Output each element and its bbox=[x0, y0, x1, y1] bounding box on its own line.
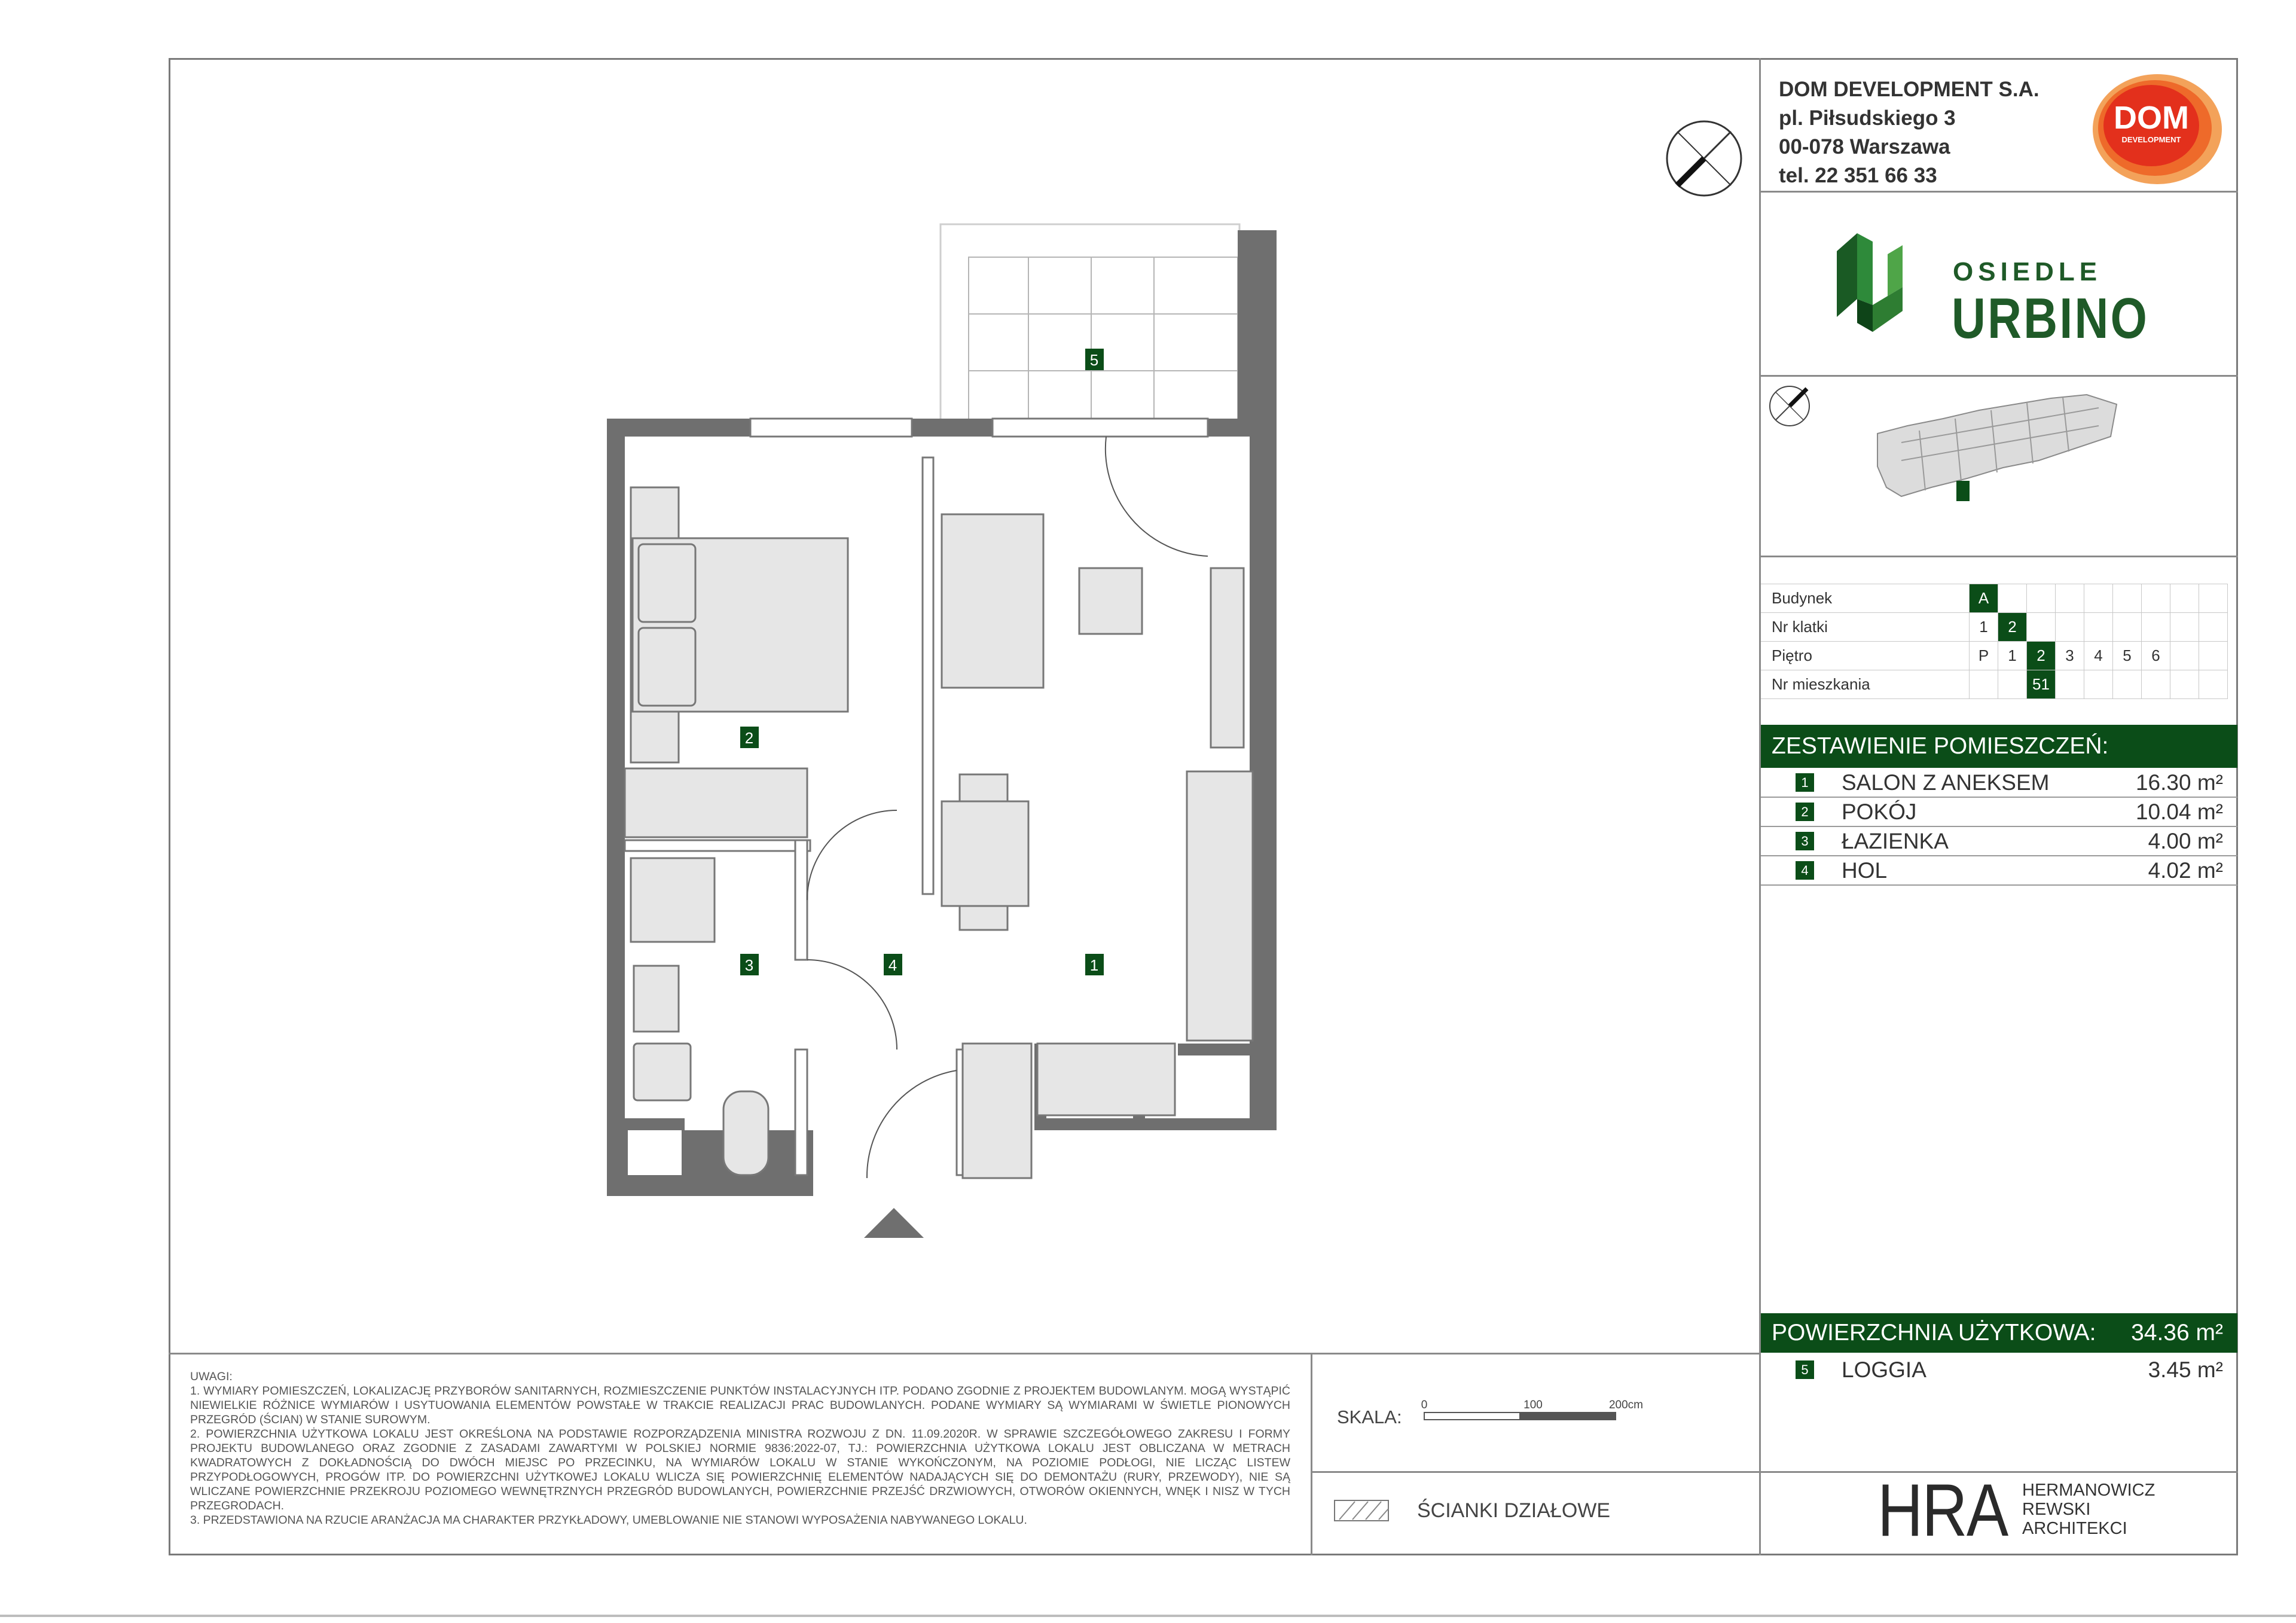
location-cell bbox=[2084, 613, 2113, 642]
usable-area-label: POWIERZCHNIA UŻYTKOWA: bbox=[1772, 1320, 2096, 1346]
location-cell bbox=[2113, 613, 2142, 642]
scale-bar bbox=[1417, 1398, 1668, 1428]
room-row bbox=[1761, 798, 2237, 827]
building-footprint bbox=[1877, 395, 2117, 496]
location-cell bbox=[2199, 613, 2228, 642]
location-table bbox=[1761, 584, 2228, 699]
location-cell bbox=[2084, 670, 2113, 699]
room-row bbox=[1761, 769, 2237, 798]
usable-area-value: 34.36 m² bbox=[2131, 1320, 2223, 1346]
page-bottom-line bbox=[0, 1615, 2296, 1617]
room-area: 4.00 m² bbox=[2148, 829, 2223, 853]
location-cell: 1 bbox=[1998, 642, 2027, 670]
plan-label-4: 4 bbox=[888, 956, 897, 974]
keyplan bbox=[1764, 377, 2236, 556]
location-cell bbox=[2199, 584, 2228, 613]
company-city: 00-078 Warszawa bbox=[1779, 135, 1950, 158]
walls bbox=[607, 230, 1277, 1196]
location-row bbox=[1761, 613, 2228, 642]
scale-tick-0: 0 bbox=[1421, 1399, 1428, 1411]
location-cell: 2 bbox=[1998, 613, 2027, 642]
location-cell: 3 bbox=[2056, 642, 2084, 670]
location-cell bbox=[1970, 670, 1998, 699]
location-row bbox=[1761, 642, 2228, 670]
room-name: SALON Z ANEKSEM bbox=[1842, 770, 2050, 795]
room-row bbox=[1761, 828, 2237, 856]
architect-line-3: ARCHITEKCI bbox=[2022, 1519, 2127, 1538]
room-num: 4 bbox=[1796, 861, 1814, 880]
divider-scale-legend bbox=[1311, 1471, 2238, 1473]
partition-legend-label: ŚCIANKI DZIAŁOWE bbox=[1417, 1499, 1611, 1522]
project-prefix: OSIEDLE bbox=[1953, 257, 2102, 286]
company-info bbox=[1779, 75, 2039, 190]
location-cell bbox=[2142, 613, 2170, 642]
plan-label-3: 3 bbox=[744, 956, 754, 974]
logo-development-text: DEVELOPMENT bbox=[2121, 135, 2181, 144]
notes bbox=[190, 1369, 1290, 1527]
note-2: 2. POWIERZCHNIA UŻYTKOWA LOKALU JEST OKREŚLONA NA PODSTAWIE ROZPORZĄDZENIA MINISTRA ROZWOJU Z DN. 11.09.2020R. W SPRAWIE SZCZEGÓŁOWEGO ZAKRESU I FORMY PROJEKTU BUDOWLANEGO ORAZ ZGODNIE Z ZASADAMI ZAWARTYMI W POLSKIEJ NORMIE 9836:2022-07, TJ.: POWIERZCHNIA UŻYTKOWA LOKALU JEST OBLICZANA W METRACH KWADRATOWYCH Z DOKŁADNOŚCIĄ DO DWÓCH MIEJSC PO PRZECINKU, NA WYMIARÓW LOKALU W STANIE WYKOŃCZONYM, NA POZIOMIE PODŁOGI, NIE LICZĄC LISTEW PRZYPODŁOGOWYCH, PROGÓW ITP. DO POWIERZCHNI UŻYTKOWEJ LOKALU WLICZA SIĘ POWIERZCHNIĘ ELEMENTÓW NADAJĄCYCH SIĘ DO DEMONTAŻU (RURY, PRZEWODY), NIE SĄ WLICZANE POWIERZCHNIE PRZEKROJU POZIOMEGO WEWNĘTRZNYCH PRZEGRÓD BUDOWLANYCH, POWIERZCHNIE PRZEJŚĆ DRZWIOWYCH, OTWORÓW OKIENNYCH, WNĘK I NISZ W TYCH PRZEGRODACH. bbox=[190, 1427, 1290, 1512]
location-cell bbox=[2170, 642, 2199, 670]
entrance-arrow-icon bbox=[864, 1208, 924, 1238]
location-cell: 1 bbox=[1970, 613, 1998, 642]
window-bedroom bbox=[750, 419, 912, 437]
location-cell bbox=[2170, 584, 2199, 613]
location-cell bbox=[2056, 670, 2084, 699]
north-arrow-icon bbox=[1659, 114, 1749, 203]
loggia-tiles bbox=[969, 257, 1238, 431]
loggia-num: 5 bbox=[1796, 1360, 1814, 1379]
company-phone: tel. 22 351 66 33 bbox=[1779, 164, 1937, 187]
room-row bbox=[1761, 857, 2237, 886]
architect-name bbox=[2022, 1481, 2155, 1538]
divider-scale bbox=[1311, 1353, 1312, 1555]
location-row-label: Nr klatki bbox=[1761, 613, 1970, 642]
location-cell bbox=[1998, 584, 2027, 613]
location-row-label: Nr mieszkania bbox=[1761, 670, 1970, 699]
location-cell bbox=[2113, 670, 2142, 699]
keyplan-unit-highlight bbox=[1956, 481, 1970, 501]
location-cell bbox=[1998, 670, 2027, 699]
location-cell bbox=[2027, 584, 2056, 613]
location-cell: P bbox=[1970, 642, 1998, 670]
location-cell: 5 bbox=[2113, 642, 2142, 670]
room-num: 3 bbox=[1796, 832, 1814, 850]
room-name: ŁAZIENKA bbox=[1842, 829, 1949, 853]
location-row-label: Piętro bbox=[1761, 642, 1970, 670]
location-cell: 51 bbox=[2027, 670, 2056, 699]
loggia-outline bbox=[941, 224, 1239, 428]
room-num: 1 bbox=[1796, 773, 1814, 792]
location-cell bbox=[2084, 584, 2113, 613]
scale-tick-100: 100 bbox=[1523, 1399, 1543, 1411]
location-cell bbox=[2142, 584, 2170, 613]
architect-line-2: REWSKI bbox=[2022, 1500, 2091, 1519]
room-area: 4.02 m² bbox=[2148, 858, 2223, 883]
room-name: POKÓJ bbox=[1842, 800, 1917, 824]
keyplan-compass-icon bbox=[1770, 386, 1809, 426]
logo-dom-text: DOM bbox=[2114, 100, 2189, 136]
note-1: 1. WYMIARY POMIESZCZEŃ, LOKALIZACJĘ PRZYBORÓW SANITARNYCH, ROZMIESZCZENIE PUNKTÓW INSTALACYJNYCH ITP. PODANO ZGODNIE Z PROJEKTEM BUDOWLANYM. MOGĄ WYSTĄPIĆ NIEWIELKIE RÓŻNICE WYMIARÓW I USYTUOWANIA ELEMENTÓW POWSTAŁE W TRAKCIE REALIZACJI PRAC BUDOWLANYCH. PODANE WYMIARY SĄ WYMIARAMI W ŚWIETLE PIONOWYCH PRZEGRÓD (ŚCIAN) W STANIE SUROWYM. bbox=[190, 1384, 1290, 1426]
loggia-name: LOGGIA bbox=[1842, 1357, 1926, 1382]
usable-area-bar bbox=[1761, 1313, 2237, 1353]
plan-label-5: 5 bbox=[1089, 351, 1099, 369]
location-row bbox=[1761, 670, 2228, 699]
dom-development-logo bbox=[2084, 67, 2228, 193]
room-num: 2 bbox=[1796, 803, 1814, 821]
location-row-label: Budynek bbox=[1761, 584, 1970, 613]
rooms-header-text: ZESTAWIENIE POMIESZCZEŃ: bbox=[1772, 733, 2109, 759]
divider-notes bbox=[169, 1353, 1760, 1354]
notes-title: UWAGI: bbox=[190, 1370, 233, 1383]
location-cell bbox=[2113, 584, 2142, 613]
location-cell bbox=[2142, 670, 2170, 699]
plan-label-2: 2 bbox=[744, 729, 754, 747]
note-3: 3. PRZEDSTAWIONA NA RZUCIE ARANŻACJA MA CHARAKTER PRZYKŁADOWY, UMEBLOWANIE NIE STANOWI WYPOSAŻENIA NABYWANEGO LOKALU. bbox=[190, 1514, 1027, 1527]
floor-plan bbox=[586, 120, 1363, 1256]
partition-legend-swatch bbox=[1333, 1499, 1391, 1523]
company-name: DOM DEVELOPMENT S.A. bbox=[1779, 78, 2039, 101]
location-cell: 6 bbox=[2142, 642, 2170, 670]
location-cell bbox=[2056, 613, 2084, 642]
location-cell bbox=[2027, 613, 2056, 642]
window-living bbox=[993, 419, 1208, 437]
urbino-logo-mark bbox=[1837, 227, 1915, 335]
room-name: HOL bbox=[1842, 858, 1888, 883]
location-cell bbox=[2199, 642, 2228, 670]
location-cell: A bbox=[1970, 584, 1998, 613]
architect-short: HRA bbox=[1877, 1469, 2008, 1552]
scale-label: SKALA: bbox=[1337, 1407, 1402, 1427]
architect-line-1: HERMANOWICZ bbox=[2022, 1481, 2155, 1500]
location-cell: 2 bbox=[2027, 642, 2056, 670]
location-cell: 4 bbox=[2084, 642, 2113, 670]
location-cell bbox=[2170, 670, 2199, 699]
location-cell bbox=[2056, 584, 2084, 613]
location-row bbox=[1761, 584, 2228, 613]
kitchen-niche bbox=[1193, 1058, 1247, 1115]
loggia-row bbox=[1761, 1356, 2237, 1385]
loggia-area: 3.45 m² bbox=[2148, 1357, 2223, 1382]
scale-tick-200: 200cm bbox=[1608, 1399, 1643, 1411]
room-area: 16.30 m² bbox=[2135, 770, 2223, 795]
company-street: pl. Piłsudskiego 3 bbox=[1779, 106, 1956, 130]
location-cell bbox=[2170, 613, 2199, 642]
plan-label-1: 1 bbox=[1089, 956, 1099, 974]
project-name: URBINO bbox=[1952, 286, 2150, 350]
architect-logo bbox=[1877, 1468, 2007, 1553]
location-cell bbox=[2199, 670, 2228, 699]
room-area: 10.04 m² bbox=[2135, 800, 2223, 824]
rooms-header bbox=[1761, 725, 2237, 768]
bathroom-window-niche bbox=[628, 1130, 682, 1175]
